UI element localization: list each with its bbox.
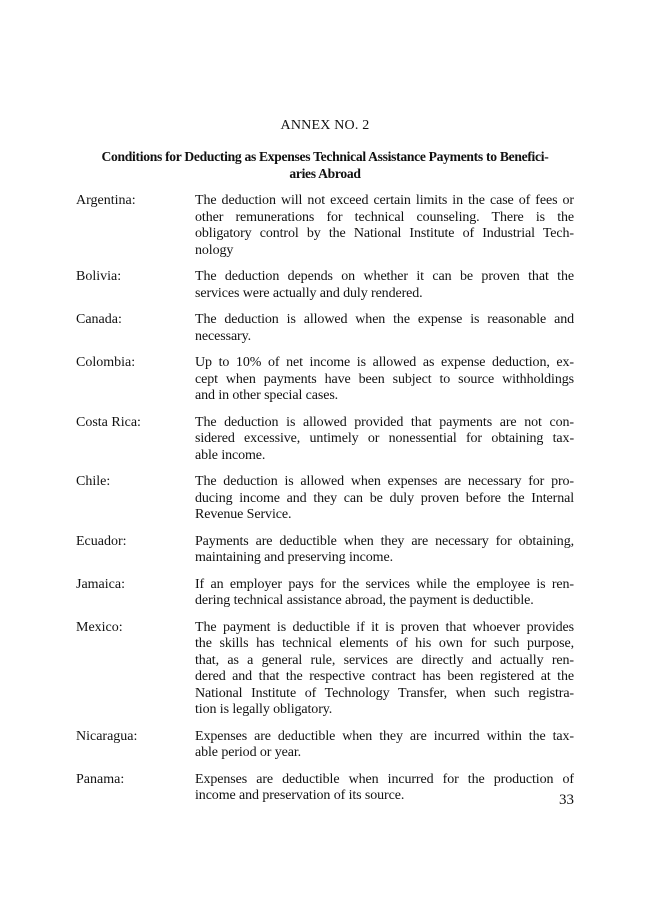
text-line: income and preservation of its source.: [195, 788, 405, 803]
country-name: Panama:: [76, 771, 125, 787]
deduction-condition-text: [195, 312, 574, 345]
country-name: Colombia:: [76, 355, 136, 370]
text-line: and in other special cases.: [195, 388, 339, 403]
deduction-condition-text: [195, 534, 574, 567]
document-heading: [76, 148, 574, 182]
text-line: The deduction will not exceed certain limits in the case of fees or: [195, 193, 574, 208]
text-line: dering technical assistance abroad, the payment is deductible.: [195, 593, 534, 608]
text-line: able income.: [195, 447, 266, 463]
text-line: Expenses are deductible when incurred for the production of: [195, 771, 574, 787]
deduction-condition-text: [195, 474, 574, 524]
country-name: Ecuador:: [76, 533, 127, 549]
text-line: sidered excessive, untimely or nonessential for obtaining tax-: [195, 431, 574, 446]
text-line: necessary.: [195, 328, 252, 344]
country-name: Mexico:: [76, 619, 123, 635]
text-line: cept when payments have been subject to source withholdings: [195, 371, 574, 387]
country-entry: [76, 577, 574, 610]
text-line: Revenue Service.: [195, 507, 292, 522]
country-name: Nicaragua:: [76, 728, 138, 744]
deduction-condition-text: [195, 577, 574, 610]
country-entry: [76, 193, 574, 259]
text-line: The deduction is allowed when the expense is reasonable and: [195, 312, 574, 327]
text-line: National Institute of Technology Transfer, when such registra-: [195, 685, 574, 701]
deduction-condition-text: [195, 729, 574, 762]
text-line: other remunerations for technical counseling. There is the: [195, 209, 574, 225]
deduction-condition-text: [195, 193, 574, 259]
text-line: nology: [195, 242, 234, 258]
country-entry: [76, 355, 574, 405]
country-name: Argentina:: [76, 193, 136, 208]
text-line: maintaining and preserving income.: [195, 550, 393, 565]
text-line: ducing income and they can be duly proven before the Internal: [195, 490, 574, 506]
deduction-condition-text: [195, 355, 574, 405]
text-line: The deduction is allowed provided that payments are not con-: [195, 414, 574, 430]
country-name: Jamaica:: [76, 576, 125, 592]
country-entry: [76, 269, 574, 302]
text-line: The deduction depends on whether it can be proven that the: [195, 269, 574, 284]
text-line: Expenses are deductible when they are incurred within the tax-: [195, 728, 574, 744]
text-line: dered and that the respective contract has been registered at the: [195, 669, 574, 684]
country-conditions-list: [76, 193, 574, 815]
country-name: Canada:: [76, 312, 122, 327]
country-entry: [76, 312, 574, 345]
text-line: services were actually and duly rendered.: [195, 285, 423, 301]
deduction-condition-text: [195, 415, 574, 465]
text-line: the skills has technical elements of his own for such purpose,: [195, 636, 574, 651]
text-line: that, as a general rule, services are directly and actually ren-: [195, 652, 574, 668]
text-line: obligatory control by the National Institute of Industrial Tech-: [195, 226, 574, 241]
heading-line: aries Abroad: [289, 166, 361, 181]
country-name: Costa Rica:: [76, 414, 141, 430]
deduction-condition-text: [195, 620, 574, 719]
heading-line: Conditions for Deducting as Expenses Technical Assistance Payments to Benefici-: [101, 149, 549, 164]
page-number: 33: [559, 792, 574, 808]
text-line: The payment is deductible if it is proven that whoever provides: [195, 619, 574, 635]
country-name: Chile:: [76, 474, 111, 489]
deduction-condition-text: [195, 269, 574, 302]
text-line: Up to 10% of net income is allowed as expense deduction, ex-: [195, 355, 574, 370]
country-entry: [76, 729, 574, 762]
text-line: If an employer pays for the services while the employee is ren-: [195, 576, 574, 592]
text-line: The deduction is allowed when expenses are necessary for pro-: [195, 474, 574, 489]
text-line: Payments are deductible when they are necessary for obtaining,: [195, 533, 574, 549]
country-name: Bolivia:: [76, 269, 122, 284]
text-line: tion is legally obligatory.: [195, 702, 333, 717]
country-entry: [76, 620, 574, 719]
text-line: able period or year.: [195, 745, 302, 760]
country-entry: [76, 772, 574, 805]
country-entry: [76, 415, 574, 465]
deduction-condition-text: [195, 772, 574, 805]
annex-title: ANNEX NO. 2: [280, 118, 370, 133]
country-entry: [76, 534, 574, 567]
country-entry: [76, 474, 574, 524]
